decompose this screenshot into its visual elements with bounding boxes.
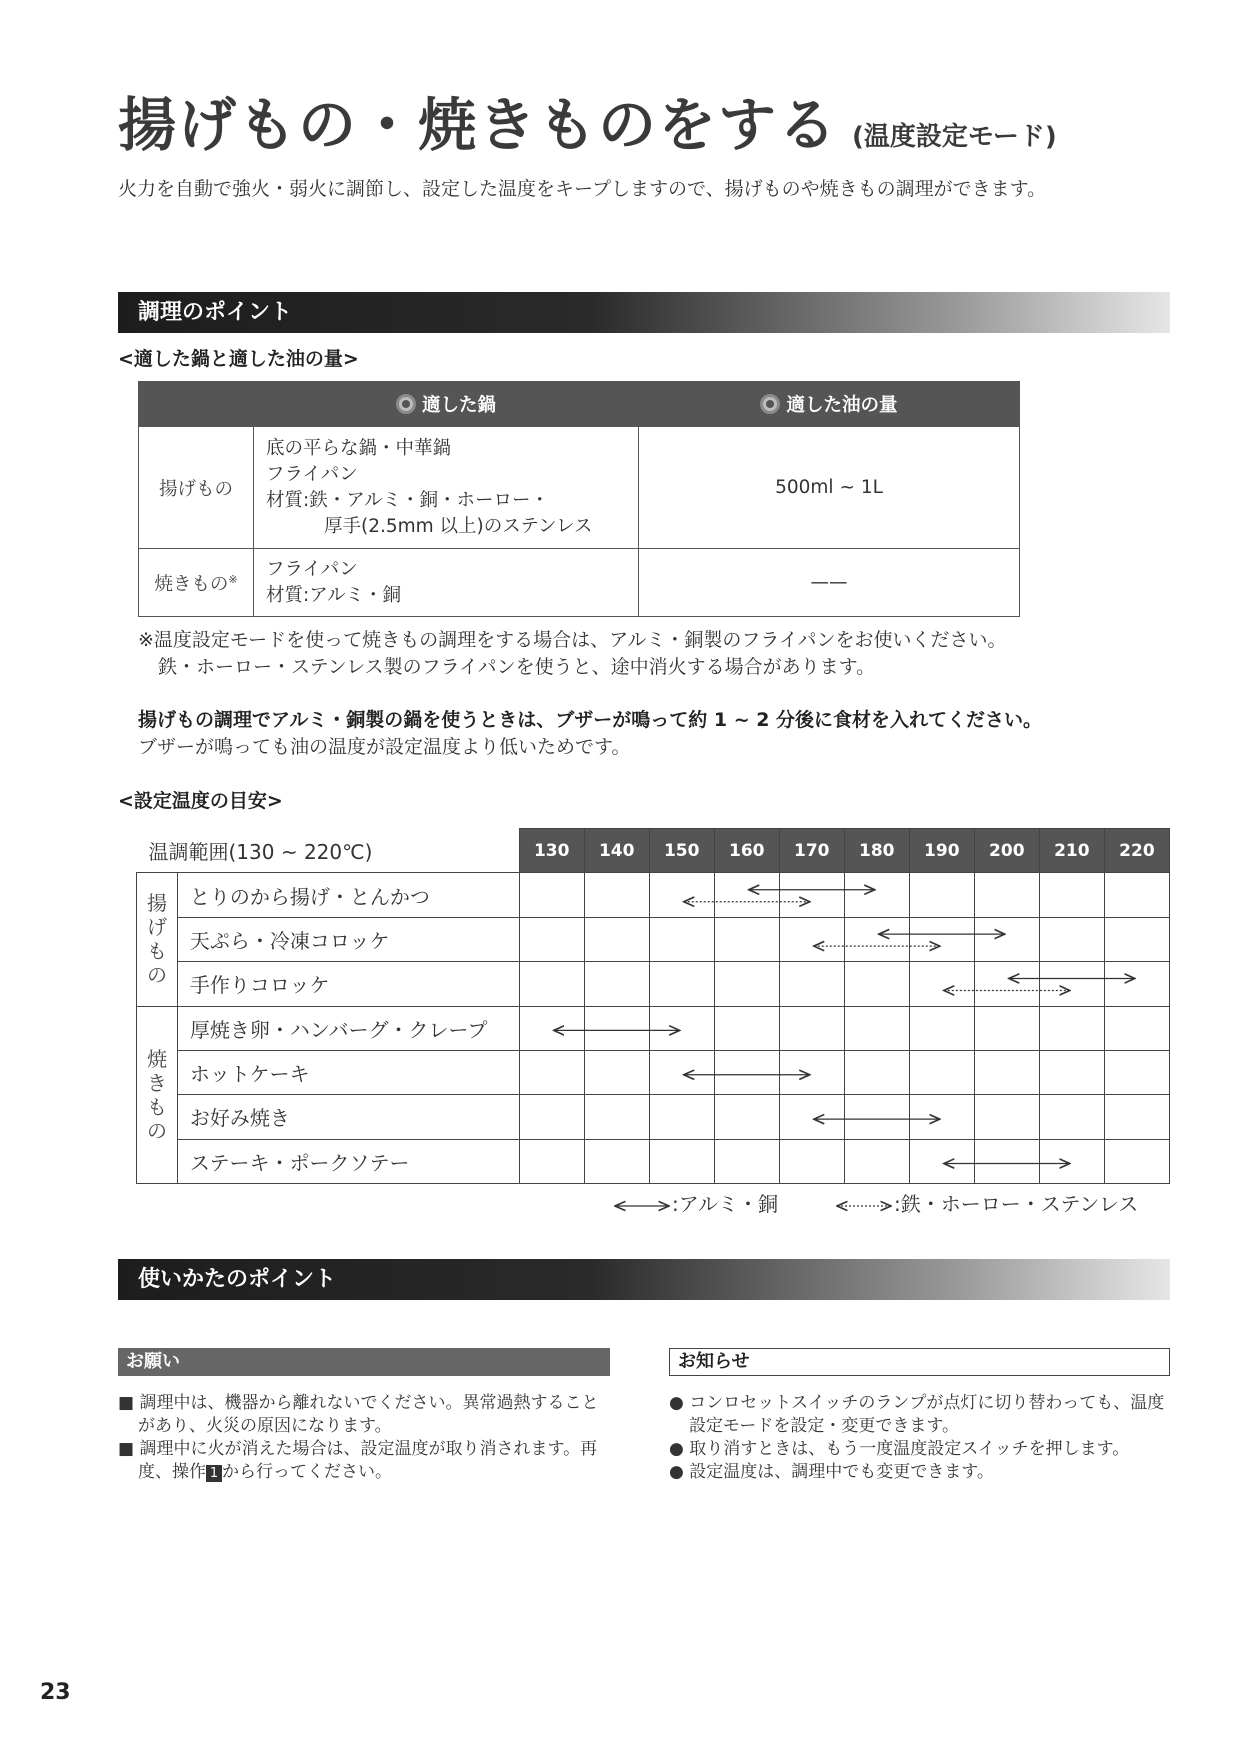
list-item: ■ 調理中に火が消えた場合は、設定温度が取り消されます。再度、操作 1 から行ってください。	[118, 1439, 598, 1482]
solid-arrow-icon	[612, 1199, 672, 1213]
pan-cell-fried: 底の平らな鍋・中華鍋 フライパン 材質:鉄・アルミ・銅・ホーロー・ 厚手(2.5mm 以上)のステンレス	[254, 427, 639, 549]
list-item: ● 設定温度は、調理中でも変更できます。	[669, 1462, 994, 1482]
temperature-grid	[136, 828, 1170, 1184]
table-row	[137, 1139, 1170, 1183]
request-heading: お願い	[118, 1348, 610, 1376]
section-banner-usage-points: 使いかたのポイント	[118, 1259, 1170, 1300]
caution-bold: 揚げもの調理でアルミ・銅製の鍋を使うときは、ブザーが鳴って約 1 ~ 2 分後に食材を入れてください。	[138, 709, 1043, 731]
temp-guide-heading: <設定温度の目安>	[118, 790, 283, 812]
table-row	[139, 549, 1020, 617]
pan-cell-grilled: フライパン 材質:アルミ・銅	[254, 549, 639, 617]
list-item: ■ 調理中は、機器から離れないでください。異常過熱することがあり、火災の原因になります。	[118, 1393, 599, 1436]
caution-reason: ブザーが鳴っても油の温度が設定温度より低いためです。	[138, 736, 631, 758]
notice-box	[669, 1348, 1170, 1484]
dish-name: 厚焼き卵・ハンバーグ・クレープ	[177, 1006, 519, 1050]
footnote-line-2: 鉄・ホーロー・ステンレス製のフライパンを使うと、途中消火する場合があります。	[158, 656, 876, 678]
temp-header: 170	[779, 829, 844, 873]
round-bullet-icon: ●	[669, 1439, 690, 1459]
table-row	[139, 427, 1020, 549]
row-label-grilled: 焼きもの※	[139, 549, 254, 617]
list-item: ● コンロセットスイッチのランプが点灯に切り替わっても、温度設定モードを設定・変更できます。	[669, 1393, 1165, 1436]
group-label-grilled: 焼 き も の	[137, 1006, 178, 1184]
dish-name: 手作りコロッケ	[177, 962, 519, 1006]
square-bullet-icon: ■	[118, 1439, 140, 1459]
row-label-fried: 揚げもの	[139, 427, 254, 549]
double-circle-icon	[396, 394, 416, 414]
square-bullet-icon: ■	[118, 1393, 140, 1413]
dish-name: とりのから揚げ・とんかつ	[177, 873, 519, 917]
page-title: 揚げもの・焼きものをする (温度設定モード)	[118, 91, 1057, 159]
round-bullet-icon: ●	[669, 1462, 690, 1482]
list-item: ● 取り消すときは、もう一度温度設定スイッチを押します。	[669, 1439, 1130, 1459]
step-number-badge: 1	[206, 1465, 222, 1482]
dish-name: 天ぷら・冷凍コロッケ	[177, 917, 519, 961]
group-label-fried: 揚 げ も の	[137, 873, 178, 1006]
double-circle-icon	[760, 394, 780, 414]
legend-aluminum-copper: :アルミ・銅	[612, 1188, 778, 1217]
page-number: 23	[40, 1680, 71, 1705]
pan-oil-heading: <適した鍋と適した油の量>	[118, 348, 359, 370]
temp-range-label: 温調範囲(130 ~ 220℃)	[137, 829, 520, 873]
column-header-oil: 適した油の量	[639, 382, 1020, 427]
pan-oil-table	[138, 381, 1020, 617]
table-row	[137, 1006, 1170, 1050]
oil-amount-fried: 500ml ~ 1L	[639, 427, 1020, 549]
temp-header: 160	[714, 829, 779, 873]
table-row	[137, 962, 1170, 1006]
temp-header: 210	[1039, 829, 1104, 873]
table-row	[137, 1095, 1170, 1139]
table-corner	[139, 382, 254, 427]
dish-name: お好み焼き	[177, 1095, 519, 1139]
column-header-pan: 適した鍋	[254, 382, 639, 427]
section-banner-cooking-points: 調理のポイント	[118, 292, 1170, 333]
table-row	[137, 917, 1170, 961]
temp-header: 130	[519, 829, 584, 873]
temp-header: 180	[844, 829, 909, 873]
request-box	[118, 1348, 610, 1484]
temp-header: 140	[584, 829, 649, 873]
temp-header: 190	[909, 829, 974, 873]
dish-name: ステーキ・ポークソテー	[177, 1139, 519, 1183]
round-bullet-icon: ●	[669, 1393, 690, 1413]
notice-heading: お知らせ	[669, 1348, 1170, 1376]
page-subtitle: (温度設定モード)	[852, 122, 1057, 152]
temp-header: 150	[649, 829, 714, 873]
table-row	[137, 1050, 1170, 1094]
intro-text: 火力を自動で強火・弱火に調節し、設定した温度をキープしますので、揚げものや焼きもの調理ができます。	[118, 178, 1047, 200]
legend-iron-enamel-stainless: :鉄・ホーロー・ステンレス	[834, 1188, 1138, 1217]
table-row	[137, 873, 1170, 917]
dish-name: ホットケーキ	[177, 1050, 519, 1094]
footnote-line-1: ※温度設定モードを使って焼きもの調理をする場合は、アルミ・銅製のフライパンをお使いください。	[138, 629, 1007, 651]
dotted-arrow-icon	[834, 1199, 894, 1213]
temp-header: 200	[974, 829, 1039, 873]
oil-amount-grilled: ——	[639, 549, 1020, 617]
temp-header: 220	[1104, 829, 1169, 873]
